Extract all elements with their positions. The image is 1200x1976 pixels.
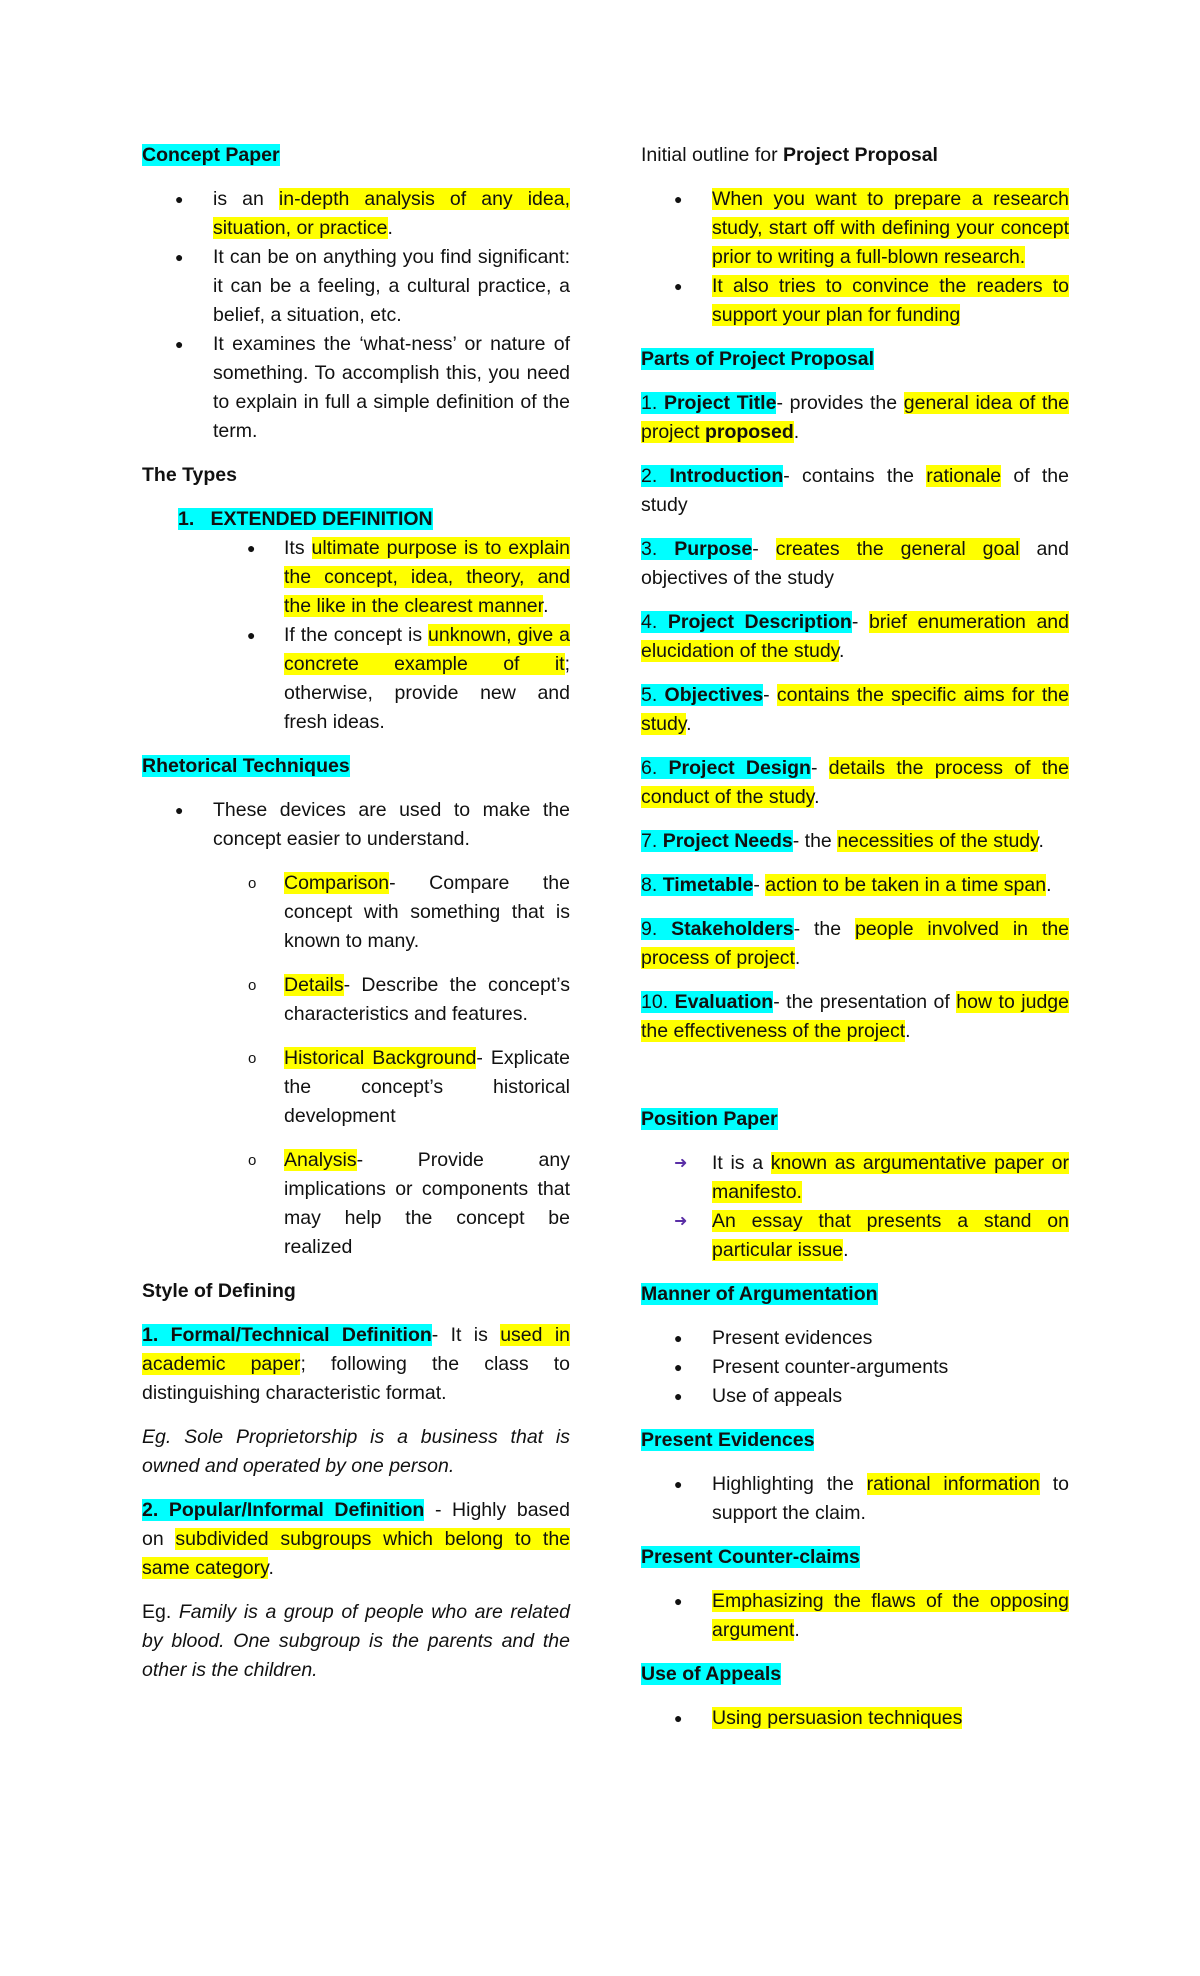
list-item: ● These devices are used to make the concept easier to understand. <box>142 796 570 854</box>
spacer <box>641 1061 1069 1105</box>
counter-claims-list <box>641 1587 1069 1645</box>
bullet-icon: ● <box>674 1330 683 1346</box>
bullet-icon: ● <box>175 191 184 207</box>
right-column <box>641 141 1069 1748</box>
part-project-needs: 7. Project Needs- the necessities of the study. <box>641 830 1044 852</box>
bullet-icon: ● <box>175 802 184 818</box>
evidences-list <box>641 1470 1069 1528</box>
parts-of-project-proposal-heading: Parts of Project Proposal <box>641 348 874 370</box>
part-stakeholders: 9. Stakeholders- the people involved in the process of project. <box>641 918 1070 969</box>
list-item: ● Highlighting the rational information to support the claim. <box>641 1470 1069 1528</box>
rhetorical-intro-list <box>142 796 570 854</box>
part-purpose: 3. Purpose- creates the general goal and objectives of the study <box>641 538 1069 589</box>
types-heading: The Types <box>142 464 237 486</box>
outline-list <box>641 185 1069 330</box>
list-item: ➜ An essay that presents a stand on particular issue. <box>641 1207 1069 1265</box>
manner-of-argumentation-heading: Manner of Argumentation <box>641 1283 878 1305</box>
list-item: ● If the concept is unknown, give a concrete example of it; otherwise, provide new and fresh ideas. <box>142 621 570 737</box>
bullet-icon: ● <box>175 249 184 265</box>
circle-bullet-icon: o <box>248 1050 257 1067</box>
project-proposal-outline-heading: Initial outline for Project Proposal <box>641 144 938 166</box>
bullet-icon: ● <box>674 1476 683 1492</box>
rhetorical-techniques-list <box>142 869 570 1262</box>
list-item-analysis: o Analysis- Provide any implications or components that may help the concept be realized <box>142 1146 570 1262</box>
list-item: ● It can be on anything you find significant: it can be a feeling, a cultural practice, a belief, a situation, etc. <box>142 243 570 330</box>
extended-definition-list <box>142 534 570 737</box>
bullet-icon: ● <box>247 540 256 556</box>
popular-definition-paragraph: 2. Popular/Informal Definition - Highly based on subdivided subgroups which belong to the same category. <box>142 1499 571 1579</box>
present-counter-claims-heading: Present Counter-claims <box>641 1546 860 1568</box>
present-evidences-heading: Present Evidences <box>641 1429 815 1451</box>
use-of-appeals-heading: Use of Appeals <box>641 1663 782 1685</box>
list-item: ● It examines the ‘what-ness’ or nature of something. To accomplish this, you need to explain in full a simple definition of the term. <box>142 330 570 446</box>
list-item: ● Emphasizing the flaws of the opposing argument. <box>641 1587 1069 1645</box>
bullet-icon: ● <box>674 1388 683 1404</box>
part-project-design: 6. Project Design- details the process of the conduct of the study. <box>641 757 1069 808</box>
popular-definition-example: Eg. Family is a group of people who are related by blood. One subgroup is the parents and the other is the children. <box>142 1601 570 1681</box>
list-item: ● It also tries to convince the readers to support your plan for funding <box>641 272 1069 330</box>
list-item-historical-background: o Historical Background- Explicate the concept’s historical development <box>142 1044 570 1131</box>
bullet-icon: ● <box>674 191 683 207</box>
extended-definition-heading: 1. EXTENDED DEFINITION <box>178 508 433 530</box>
list-item-details: o Details- Describe the concept’s characteristics and features. <box>142 971 570 1029</box>
arrow-bullet-icon: ➜ <box>674 1213 688 1230</box>
position-paper-heading: Position Paper <box>641 1108 778 1130</box>
bullet-icon: ● <box>175 336 184 352</box>
part-objectives: 5. Objectives- contains the specific aims for the study. <box>641 684 1069 735</box>
list-item: ● Present evidences <box>641 1324 1069 1353</box>
bullet-icon: ● <box>247 627 256 643</box>
list-item: ● Using persuasion techniques <box>641 1704 1069 1733</box>
part-project-title: 1. Project Title- provides the general idea of the project proposed. <box>641 392 1070 443</box>
circle-bullet-icon: o <box>248 977 257 994</box>
circle-bullet-icon: o <box>248 1152 257 1169</box>
left-column <box>142 141 570 1700</box>
list-item: ● is an in-depth analysis of any idea, situation, or practice. <box>142 185 570 243</box>
part-timetable: 8. Timetable- action to be taken in a time span. <box>641 874 1052 896</box>
bullet-icon: ● <box>674 1710 683 1726</box>
list-item: ● Use of appeals <box>641 1382 1069 1411</box>
concept-paper-heading: Concept Paper <box>142 144 280 166</box>
appeals-list <box>641 1704 1069 1733</box>
arrow-bullet-icon: ➜ <box>674 1155 688 1172</box>
part-evaluation: 10. Evaluation- the presentation of how to judge the effectiveness of the project. <box>641 991 1069 1042</box>
list-item: ➜ It is a known as argumentative paper or manifesto. <box>641 1149 1069 1207</box>
list-item: ● Present counter-arguments <box>641 1353 1069 1382</box>
formal-definition-example: Eg. Sole Proprietorship is a business that is owned and operated by one person. <box>142 1426 570 1477</box>
formal-definition-paragraph: 1. Formal/Technical Definition- It is used in academic paper; following the class to distinguishing characteristic format. <box>142 1324 571 1404</box>
position-paper-list <box>641 1149 1069 1265</box>
style-of-defining-heading: Style of Defining <box>142 1280 296 1302</box>
bullet-icon: ● <box>674 1359 683 1375</box>
manner-list <box>641 1324 1069 1411</box>
bullet-icon: ● <box>674 1593 683 1609</box>
list-item: ● When you want to prepare a research study, start off with defining your concept prior to writing a full-blown research. <box>641 185 1069 272</box>
part-project-description: 4. Project Description- brief enumeration and elucidation of the study. <box>641 611 1069 662</box>
rhetorical-techniques-heading: Rhetorical Techniques <box>142 755 350 777</box>
part-introduction: 2. Introduction- contains the rationale of the study <box>641 465 1069 516</box>
list-item: ● Its ultimate purpose is to explain the concept, idea, theory, and the like in the clearest manner. <box>142 534 570 621</box>
concept-paper-list <box>142 185 570 446</box>
bullet-icon: ● <box>674 278 683 294</box>
circle-bullet-icon: o <box>248 875 257 892</box>
list-item-comparison: o Comparison- Compare the concept with something that is known to many. <box>142 869 570 956</box>
